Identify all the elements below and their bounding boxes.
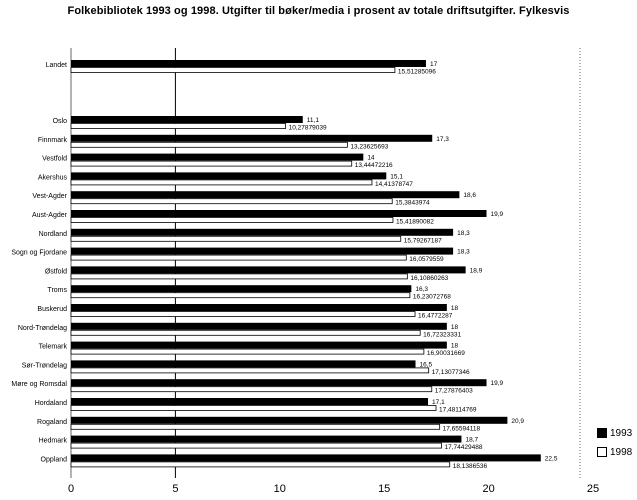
bar-1993-buskerud	[71, 304, 447, 311]
bar-1998-nord-trondelag	[71, 330, 420, 335]
data-label-1998-oslo: 10,27879039	[288, 124, 327, 132]
category-label-aust-agder: Aust-Agder	[31, 212, 67, 219]
data-label-1998-ostfold: 16,10860263	[410, 274, 449, 282]
data-label-1993-vest-agder: 18,6	[463, 192, 477, 200]
data-label-1998-vestfold: 13,44472216	[354, 162, 393, 170]
category-label-akershus: Akershus	[37, 174, 67, 182]
x-tick-label-5: 5	[172, 483, 179, 495]
bar-1998-aust-agder	[71, 218, 393, 223]
category-label-vest-agder: Vest-Agder	[32, 193, 67, 201]
x-tick-label-10: 10	[273, 483, 286, 495]
bar-1993-sogn-og-fjordane	[71, 248, 453, 255]
bar-1993-vestfold	[71, 154, 363, 161]
category-label-landet: Landet	[45, 62, 67, 69]
data-label-1998-sor-trondelag: 17,13077346	[431, 368, 470, 376]
category-label-more-og-romsdal: Møre og Romsdal	[11, 381, 67, 389]
data-label-1998-telemark: 16,90031669	[426, 350, 465, 358]
bar-1993-akershus	[71, 172, 386, 179]
bar-1993-telemark	[71, 342, 447, 349]
data-label-1993-rogaland: 20,9	[511, 417, 525, 425]
bar-1998-rogaland	[71, 424, 440, 429]
bar-1993-aust-agder	[71, 210, 487, 217]
data-label-1998-troms: 16,23072768	[412, 293, 451, 301]
data-label-1998-more-og-romsdal: 17,27876403	[434, 387, 473, 395]
bar-1998-finnmark	[71, 142, 347, 147]
data-label-1993-buskerud: 18	[450, 305, 459, 312]
bar-1998-ostfold	[71, 274, 407, 279]
category-label-telemark: Telemark	[38, 343, 67, 351]
data-label-1993-oppland: 22,5	[544, 455, 558, 463]
bar-1998-landet	[71, 68, 395, 73]
data-label-1993-sor-trondelag: 16,5	[419, 361, 433, 369]
bar-1998-nordland	[71, 236, 401, 241]
data-label-1998-nordland: 15,79267187	[403, 237, 442, 245]
bar-1998-hordaland	[71, 406, 436, 411]
bar-1998-sogn-og-fjordane	[71, 255, 406, 260]
data-label-1998-hordaland: 17,48114769	[439, 406, 477, 414]
data-label-1993-hedmark: 18,7	[465, 436, 479, 444]
bar-1998-buskerud	[71, 312, 415, 317]
category-label-sor-trondelag: Sør-Trøndelag	[21, 362, 67, 370]
legend-1993	[597, 428, 632, 439]
data-label-1993-troms: 16,3	[415, 286, 429, 294]
data-label-1993-nord-trondelag: 18	[450, 323, 459, 331]
bar-1998-more-og-romsdal	[71, 387, 432, 392]
category-label-nordland: Nordland	[38, 230, 67, 238]
category-label-troms: Troms	[47, 287, 67, 295]
bar-1998-vest-agder	[71, 199, 392, 204]
data-label-1993-telemark: 18	[450, 342, 459, 350]
bar-1998-telemark	[71, 349, 424, 354]
legend-swatch-1998	[597, 447, 607, 457]
x-tick-label-15: 15	[378, 483, 391, 495]
x-tick-label-20: 20	[482, 483, 495, 495]
category-label-vestfold: Vestfold	[42, 155, 67, 163]
bar-1998-sor-trondelag	[71, 368, 429, 373]
legend-swatch-1993	[597, 428, 607, 438]
data-label-1998-akershus: 14,41378747	[374, 180, 413, 188]
category-label-oppland: Oppland	[40, 456, 67, 464]
data-label-1993-akershus: 15,1	[390, 173, 403, 181]
category-label-rogaland: Rogaland	[37, 418, 67, 426]
bar-1993-nordland	[71, 229, 453, 236]
data-label-1993-nordland: 18,3	[457, 229, 470, 237]
bar-1993-finnmark	[71, 135, 432, 142]
bar-1998-oppland	[71, 462, 450, 467]
data-label-1998-finnmark: 13,23625693	[350, 143, 389, 151]
bar-1993-more-og-romsdal	[71, 379, 487, 386]
data-label-1998-vest-agder: 15,3843974	[395, 199, 430, 207]
category-label-ostfold: Østfold	[44, 268, 67, 276]
category-label-hordaland: Hordaland	[34, 400, 67, 407]
data-label-1998-oppland: 18,1386536	[452, 462, 488, 470]
data-label-1998-buskerud: 16,4772287	[418, 312, 453, 320]
bar-1998-oslo	[71, 124, 286, 129]
data-label-1998-aust-agder: 15,41890082	[395, 218, 434, 226]
bar-1993-troms	[71, 285, 411, 292]
data-label-1998-sogn-og-fjordane: 16,0579559	[409, 256, 444, 264]
data-label-1998-nord-trondelag: 16,72323331	[423, 331, 462, 339]
data-label-1993-landet: 17	[429, 61, 438, 68]
legend-label-1998: 1998	[610, 447, 633, 458]
bar-1993-sor-trondelag	[71, 360, 416, 367]
legend-label-1993: 1993	[610, 428, 633, 439]
data-label-1998-landet: 15,51285096	[397, 68, 436, 76]
x-tick-label-25: 25	[586, 483, 600, 495]
category-label-sogn-og-fjordane: Sogn og Fjordane	[11, 249, 67, 257]
bar-1998-troms	[71, 293, 410, 298]
bar-1998-vestfold	[71, 161, 352, 166]
bar-1998-hedmark	[71, 443, 442, 448]
category-label-buskerud: Buskerud	[37, 306, 67, 313]
data-label-1993-hordaland: 17,1	[432, 399, 445, 406]
bar-1993-landet	[71, 60, 426, 67]
category-label-oslo: Oslo	[52, 118, 67, 125]
bar-1993-rogaland	[71, 417, 507, 424]
category-label-nord-trondelag: Nord-Trøndelag	[17, 324, 67, 332]
data-label-1993-oslo: 11,1	[306, 117, 319, 124]
bar-1993-nord-trondelag	[71, 323, 447, 330]
data-label-1993-more-og-romsdal: 19,9	[490, 380, 504, 388]
category-label-finnmark: Finnmark	[37, 136, 67, 144]
data-label-1998-hedmark: 17,74429488	[444, 444, 483, 452]
data-label-1993-ostfold: 18,9	[469, 267, 483, 275]
data-label-1993-aust-agder: 19,9	[490, 211, 504, 218]
bar-1993-ostfold	[71, 266, 466, 273]
chart-title: Folkebibliotek 1993 og 1998. Utgifter til bøker/media i prosent av totale driftsutgifter. Fylkesvis	[67, 5, 570, 17]
bar-1993-vest-agder	[71, 191, 459, 198]
bar-1993-hedmark	[71, 436, 461, 443]
bar-1993-oslo	[71, 116, 303, 123]
legend-1998	[597, 447, 632, 458]
bar-1998-akershus	[71, 180, 372, 185]
data-label-1993-sogn-og-fjordane: 18,3	[457, 248, 470, 256]
bar-1993-hordaland	[71, 398, 428, 405]
data-label-1993-finnmark: 17,3	[436, 135, 449, 143]
data-label-1993-vestfold: 14	[367, 154, 375, 162]
bar-1993-oppland	[71, 454, 541, 461]
data-label-1998-rogaland: 17,65594118	[442, 425, 481, 433]
x-tick-label-0: 0	[67, 483, 75, 495]
category-label-hedmark: Hedmark	[38, 437, 67, 445]
